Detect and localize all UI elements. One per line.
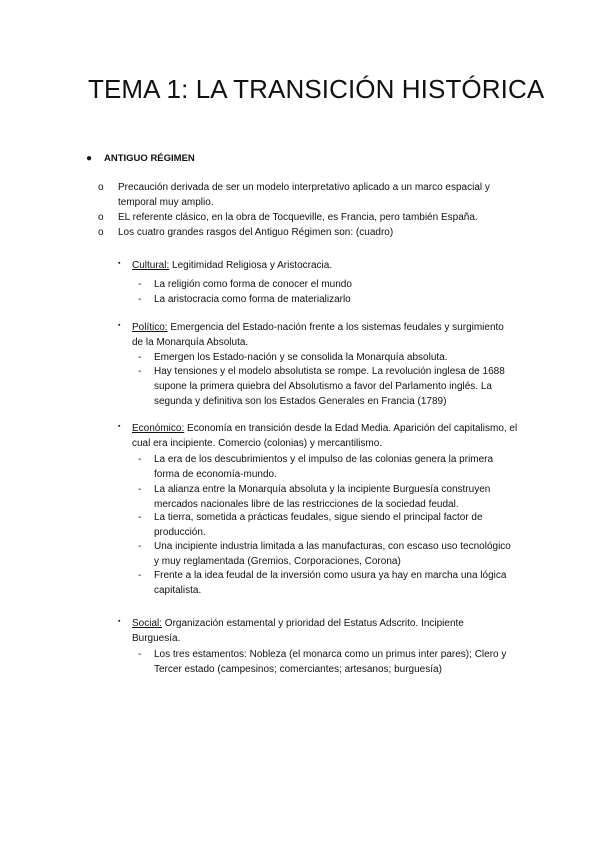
dash-marker: - [138,541,142,552]
dash-marker: - [138,570,142,581]
sub-item: La aristocracia como forma de materializarlo [154,294,351,305]
dash-marker: - [138,294,142,305]
rasgo-marker: ▪ [118,260,121,267]
rasgo-text: Legitimidad Religiosa y Aristocracia. [169,260,333,271]
rasgo-label: Político: [132,322,168,333]
point-item: EL referente clásico, en la obra de Tocqueville, es Francia, pero también España. [118,212,478,223]
sub-item: Hay tensiones y el modelo absolutista se rompe. La revolución inglesa de 1688 supone la primera quiebra del Absolutismo a favor del Parlamento inglés. La segunda y definitiva son los Estados Generales en Francia (1789) [154,366,505,407]
rasgo-economico [132,421,520,451]
point-marker: o [98,182,104,193]
sub-item: La religión como forma de conocer el mundo [154,279,352,290]
rasgo-label: Económico: [132,423,185,434]
rasgo-cultural [132,258,512,273]
sub-item: Una incipiente industria limitada a las manufacturas, con escaso uso tecnológico y muy reglamentada (Gremios, Corporaciones, Corona) [154,541,511,567]
section-heading: ANTIGUO RÉGIMEN [104,153,195,164]
rasgo-marker: ▪ [118,423,121,430]
rasgo-social [132,616,512,646]
sub-item: La era de los descubrimientos y el impulso de las colonias genera la primera forma de economía-mundo. [154,454,494,480]
dash-marker: - [138,649,142,660]
rasgo-text: Emergencia del Estado-nación frente a los sistemas feudales y surgimiento de la Monarquía Absoluta. [132,322,504,348]
rasgo-marker: ▪ [118,618,121,625]
dash-marker: - [138,352,142,363]
sub-item: La alianza entre la Monarquía absoluta y la incipiente Burguesía construyen mercados nacionales libre de las restricciones de la sociedad feudal. [154,484,491,510]
sub-item: Emergen los Estado-nación y se consolida la Monarquía absoluta. [154,352,448,363]
section-bullet: ● [86,153,93,164]
document-title: TEMA 1: LA TRANSICIÓN HISTÓRICA [88,74,545,104]
dash-marker: - [138,484,142,495]
dash-marker: - [138,366,142,377]
sub-item: Frente a la idea feudal de la inversión como usura ya hay en marcha una lógica capitalista. [154,570,507,596]
rasgo-label: Cultural: [132,260,170,271]
rasgo-politico [132,320,517,350]
dash-marker: - [138,279,142,290]
point-item: Los cuatro grandes rasgos del Antiguo Régimen son: (cuadro) [118,227,394,238]
rasgo-text: Organización estamental y prioridad del Estatus Adscrito. Incipiente Burguesía. [132,618,464,644]
point-marker: o [98,212,104,223]
point-marker: o [98,227,104,238]
sub-item: Los tres estamentos: Nobleza (el monarca como un primus inter pares); Clero y Tercer estado (campesinos; comerciantes; artesanos; burguesía) [154,649,507,675]
rasgo-text: Economía en transición desde la Edad Media. Aparición del capitalismo, el cual era incipiente. Comercio (colonias) y mercantilismo. [132,423,518,449]
sub-item: La tierra, sometida a prácticas feudales, sigue siendo el principal factor de producción. [154,512,483,538]
dash-marker: - [138,454,142,465]
rasgo-marker: ▪ [118,322,121,329]
rasgo-label: Social: [132,618,163,629]
dash-marker: - [138,512,142,523]
point-item: Precaución derivada de ser un modelo interpretativo aplicado a un marco espacial y temporal muy amplio. [118,182,490,208]
